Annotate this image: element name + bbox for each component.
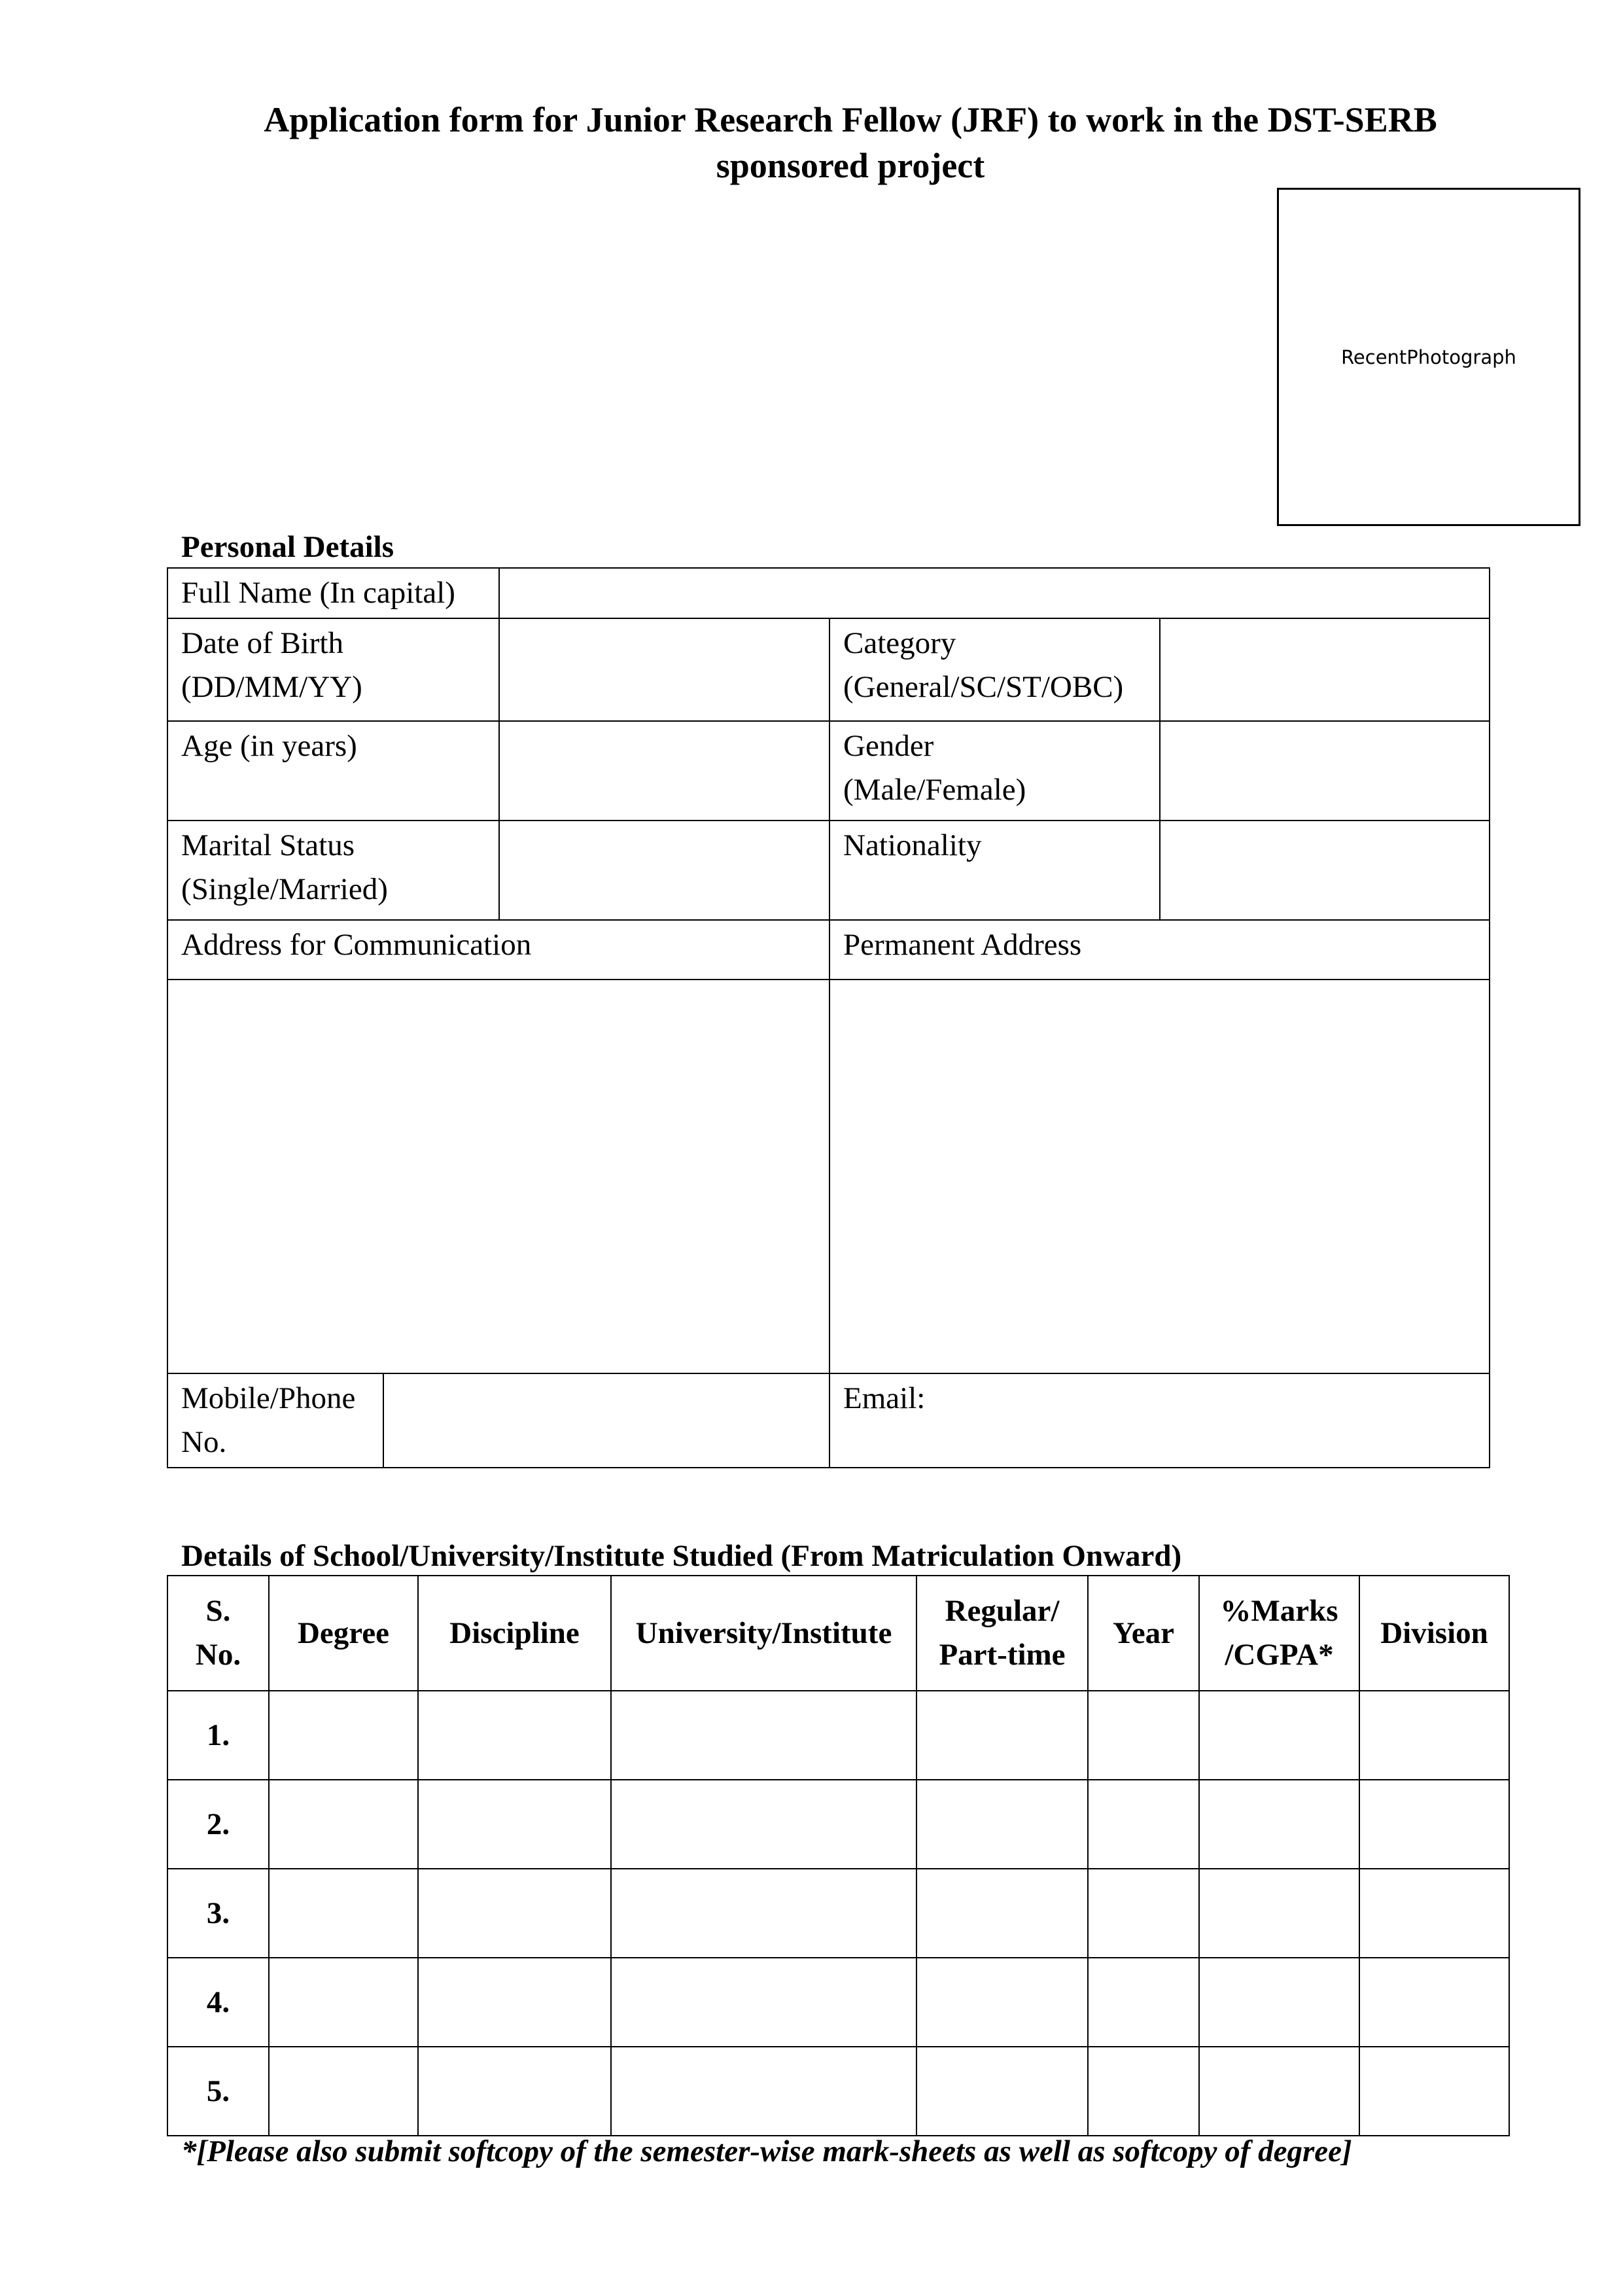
footnote: *[Please also submit softcopy of the semester-wise mark-sheets as well as softcopy of degree]: [181, 2134, 1352, 2168]
header-marks: %Marks /CGPA*: [1199, 1576, 1359, 1691]
degree-cell[interactable]: [269, 2047, 418, 2136]
mobile-field[interactable]: [383, 1373, 829, 1468]
year-cell[interactable]: [1088, 1691, 1199, 1780]
table-row: [167, 1869, 1509, 1958]
nationality-field[interactable]: [1160, 821, 1490, 920]
discipline-cell[interactable]: [418, 1958, 611, 2047]
table-row: [167, 1691, 1509, 1780]
division-cell[interactable]: [1359, 2047, 1509, 2136]
age-label: Age (in years): [167, 721, 499, 821]
marks-cell[interactable]: [1199, 2047, 1359, 2136]
discipline-cell[interactable]: [418, 1869, 611, 1958]
nationality-label: Nationality: [829, 821, 1160, 920]
education-heading: Details of School/University/Institute Studied (From Matriculation Onward): [181, 1539, 1182, 1573]
university-cell[interactable]: [611, 1958, 916, 2047]
division-cell[interactable]: [1359, 1691, 1509, 1780]
mode-cell[interactable]: [916, 1780, 1088, 1869]
marks-cell[interactable]: [1199, 1869, 1359, 1958]
year-cell[interactable]: [1088, 1958, 1199, 2047]
photo-label: RecentPhotograph: [1341, 345, 1516, 368]
division-cell[interactable]: [1359, 1780, 1509, 1869]
degree-cell[interactable]: [269, 1691, 418, 1780]
university-cell[interactable]: [611, 1869, 916, 1958]
header-sno: S. No.: [167, 1576, 269, 1691]
header-year: Year: [1088, 1576, 1199, 1691]
category-field[interactable]: [1160, 618, 1490, 721]
dob-field[interactable]: [499, 618, 829, 721]
personal-details-table: [167, 567, 1490, 1468]
full-name-field[interactable]: [499, 568, 1490, 618]
row-number: 3.: [167, 1869, 269, 1958]
mode-cell[interactable]: [916, 1958, 1088, 2047]
row-number: 5.: [167, 2047, 269, 2136]
row-number: 1.: [167, 1691, 269, 1780]
university-cell[interactable]: [611, 1691, 916, 1780]
permanent-address-field[interactable]: [829, 980, 1490, 1373]
mobile-label: Mobile/Phone No.: [167, 1373, 383, 1468]
email-label: Email:: [843, 1381, 926, 1415]
gender-label: Gender (Male/Female): [829, 721, 1160, 821]
gender-field[interactable]: [1160, 721, 1490, 821]
year-cell[interactable]: [1088, 1869, 1199, 1958]
address-communication-field[interactable]: [167, 980, 829, 1373]
address-communication-label: Address for Communication: [167, 920, 829, 980]
row-number: 2.: [167, 1780, 269, 1869]
division-cell[interactable]: [1359, 1958, 1509, 2047]
table-row: [167, 1958, 1509, 2047]
degree-cell[interactable]: [269, 1958, 418, 2047]
header-university: University/Institute: [611, 1576, 916, 1691]
university-cell[interactable]: [611, 1780, 916, 1869]
table-row: [167, 1780, 1509, 1869]
header-division: Division: [1359, 1576, 1509, 1691]
mode-cell[interactable]: [916, 1869, 1088, 1958]
full-name-label: Full Name (In capital): [167, 568, 499, 618]
personal-details-heading: Personal Details: [181, 530, 394, 564]
degree-cell[interactable]: [269, 1869, 418, 1958]
email-field[interactable]: [829, 1373, 1490, 1468]
header-discipline: Discipline: [418, 1576, 611, 1691]
discipline-cell[interactable]: [418, 1780, 611, 1869]
age-field[interactable]: [499, 721, 829, 821]
mode-cell[interactable]: [916, 1691, 1088, 1780]
photo-box[interactable]: [1277, 188, 1580, 526]
table-row: [167, 2047, 1509, 2136]
header-degree: Degree: [269, 1576, 418, 1691]
degree-cell[interactable]: [269, 1780, 418, 1869]
discipline-cell[interactable]: [418, 1691, 611, 1780]
year-cell[interactable]: [1088, 1780, 1199, 1869]
form-title-line2: sponsored project: [716, 146, 985, 185]
permanent-address-label: Permanent Address: [829, 920, 1490, 980]
form-title-line1: Application form for Junior Research Fellow (JRF) to work in the DST-SERB: [264, 100, 1437, 139]
row-number: 4.: [167, 1958, 269, 2047]
category-label: Category (General/SC/ST/OBC): [829, 618, 1160, 721]
form-title: [131, 97, 1570, 188]
education-table: [167, 1575, 1510, 2136]
discipline-cell[interactable]: [418, 2047, 611, 2136]
marital-status-label: Marital Status (Single/Married): [167, 821, 499, 920]
division-cell[interactable]: [1359, 1869, 1509, 1958]
header-mode: Regular/ Part-time: [916, 1576, 1088, 1691]
marks-cell[interactable]: [1199, 1958, 1359, 2047]
marks-cell[interactable]: [1199, 1780, 1359, 1869]
mode-cell[interactable]: [916, 2047, 1088, 2136]
marital-status-field[interactable]: [499, 821, 829, 920]
university-cell[interactable]: [611, 2047, 916, 2136]
year-cell[interactable]: [1088, 2047, 1199, 2136]
marks-cell[interactable]: [1199, 1691, 1359, 1780]
dob-label: Date of Birth (DD/MM/YY): [167, 618, 499, 721]
